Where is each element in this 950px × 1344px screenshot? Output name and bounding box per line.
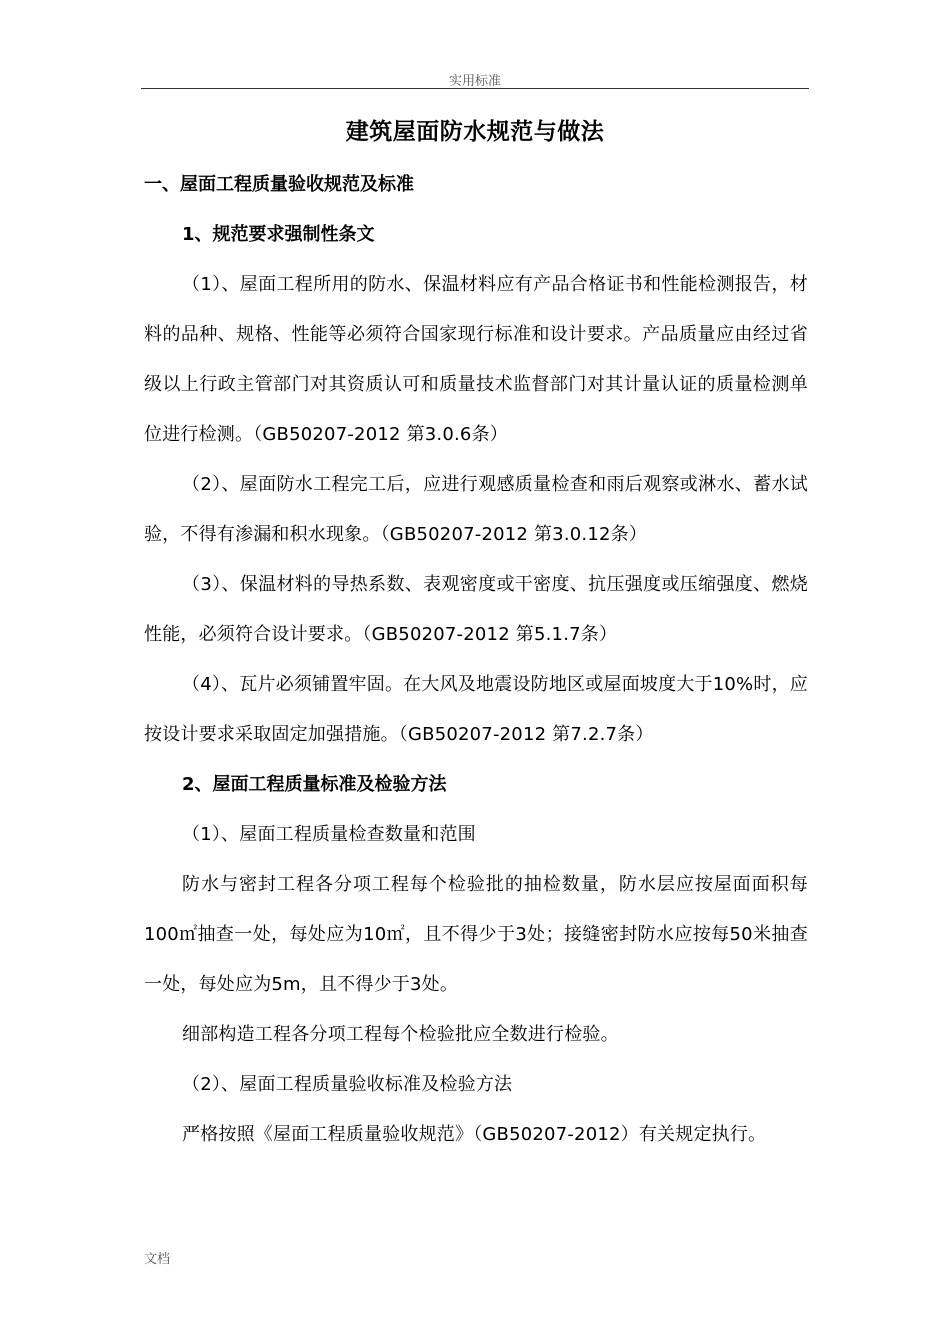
paragraph-acceptance-standard: 严格按照《屋面工程质量验收规范》（GB50207-2012）有关规定执行。 xyxy=(182,1124,767,1145)
section-heading-1: 一、屋面工程质量验收规范及标准 xyxy=(144,174,414,195)
page-header: 实用标准 xyxy=(448,74,501,89)
paragraph-acceptance-standard-heading: （2）、屋面工程质量验收标准及检验方法 xyxy=(182,1074,513,1095)
paragraph-clause-1: （1）、屋面工程所用的防水、保温材料应有产品合格证书和性能检测报告，材料的品种、规格、性能等必须符合国家现行标准和设计要求。产品质量应由经过省级以上行政主管部门对其资质认可和质量技术监督部门对其计量认证的质量检测单位进行检测。（GB50207-2012 第3.0.6条） xyxy=(144,274,808,445)
document-body xyxy=(144,160,808,1160)
subsection-heading-1-2: 2、屋面工程质量标准及检验方法 xyxy=(182,774,447,795)
paragraph-inspection-scope-heading: （1）、屋面工程质量检查数量和范围 xyxy=(182,824,476,845)
paragraph-clause-4: （4）、瓦片必须铺置牢固。在大风及地震设防地区或屋面坡度大于10%时，应按设计要求采取固定加强措施。（GB50207-2012 第7.2.7条） xyxy=(144,674,808,745)
paragraph-clause-3: （3）、保温材料的导热系数、表观密度或干密度、抗压强度或压缩强度、燃烧性能，必须符合设计要求。（GB50207-2012 第5.1.7条） xyxy=(144,574,808,645)
document-title: 建筑屋面防水规范与做法 xyxy=(345,119,605,145)
header-divider xyxy=(141,88,809,89)
paragraph-detail-inspection: 细部构造工程各分项工程每个检验批应全数进行检验。 xyxy=(182,1024,619,1045)
paragraph-sampling-quantity: 防水与密封工程各分项工程每个检验批的抽检数量，防水层应按屋面面积每100㎡抽查一处，每处应为10㎡，且不得少于3处；接缝密封防水应按每50米抽查一处，每处应为5m，且不得少于3处。 xyxy=(144,874,808,995)
page-footer: 文档 xyxy=(144,1252,171,1267)
paragraph-clause-2: （2）、屋面防水工程完工后，应进行观感质量检查和雨后观察或淋水、蓄水试验，不得有渗漏和积水现象。（GB50207-2012 第3.0.12条） xyxy=(144,474,808,545)
subsection-heading-1-1: 1、规范要求强制性条文 xyxy=(182,224,375,245)
